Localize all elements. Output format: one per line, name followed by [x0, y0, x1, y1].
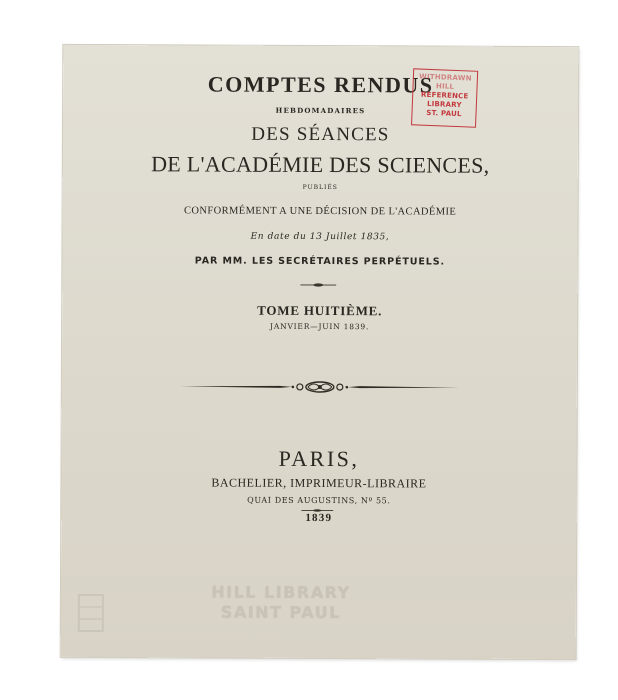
title-comptes-rendus: COMPTES RENDUS [207, 71, 434, 98]
date-line: En date du 13 Juillet 1835, [250, 231, 390, 243]
volume-label: TOME HUITIÈME. [257, 302, 383, 319]
conform-line: CONFORMÉMENT A UNE DÉCISION DE L'ACADÉMIE [184, 205, 457, 218]
divider-rule-icon [300, 282, 336, 288]
watermark-line-2: SAINT PAUL [220, 602, 341, 623]
subtitle-hebdomadaires: HEBDOMADAIRES [275, 105, 366, 116]
stamp-line-3: REFERENCE [420, 90, 469, 101]
stamp-line-5: ST. PAUL [426, 108, 462, 119]
title-academie: DE L'ACADÉMIE DES SCIENCES, [151, 151, 490, 178]
stamp-line-1: WITHDRAWN [418, 72, 472, 83]
library-stamp [411, 68, 478, 128]
library-watermark [201, 582, 361, 623]
city-label: PARIS, [278, 445, 360, 472]
title-page [61, 45, 579, 659]
subtitle-publies: PUBLIÉS [302, 183, 338, 192]
watermark-line-1: HILL LIBRARY [211, 582, 351, 603]
year-label: 1839 [305, 511, 333, 525]
address-label: QUAI DES AUGUSTINS, Nº 55. [247, 495, 391, 506]
publisher-label: BACHELIER, IMPRIMEUR-LIBRAIRE [211, 475, 427, 491]
authors-line: PAR MM. LES SECRÉTAIRES PERPÉTUELS. [194, 255, 446, 268]
ornament-divider-icon [180, 378, 460, 395]
stamp-line-2: HILL [435, 82, 455, 91]
watermark-emblem-icon [77, 593, 105, 633]
period-label: JANVIER—JUIN 1839. [270, 321, 370, 332]
title-des-seances: DES SÉANCES [251, 123, 390, 146]
stamp-line-4: LIBRARY [426, 99, 462, 110]
